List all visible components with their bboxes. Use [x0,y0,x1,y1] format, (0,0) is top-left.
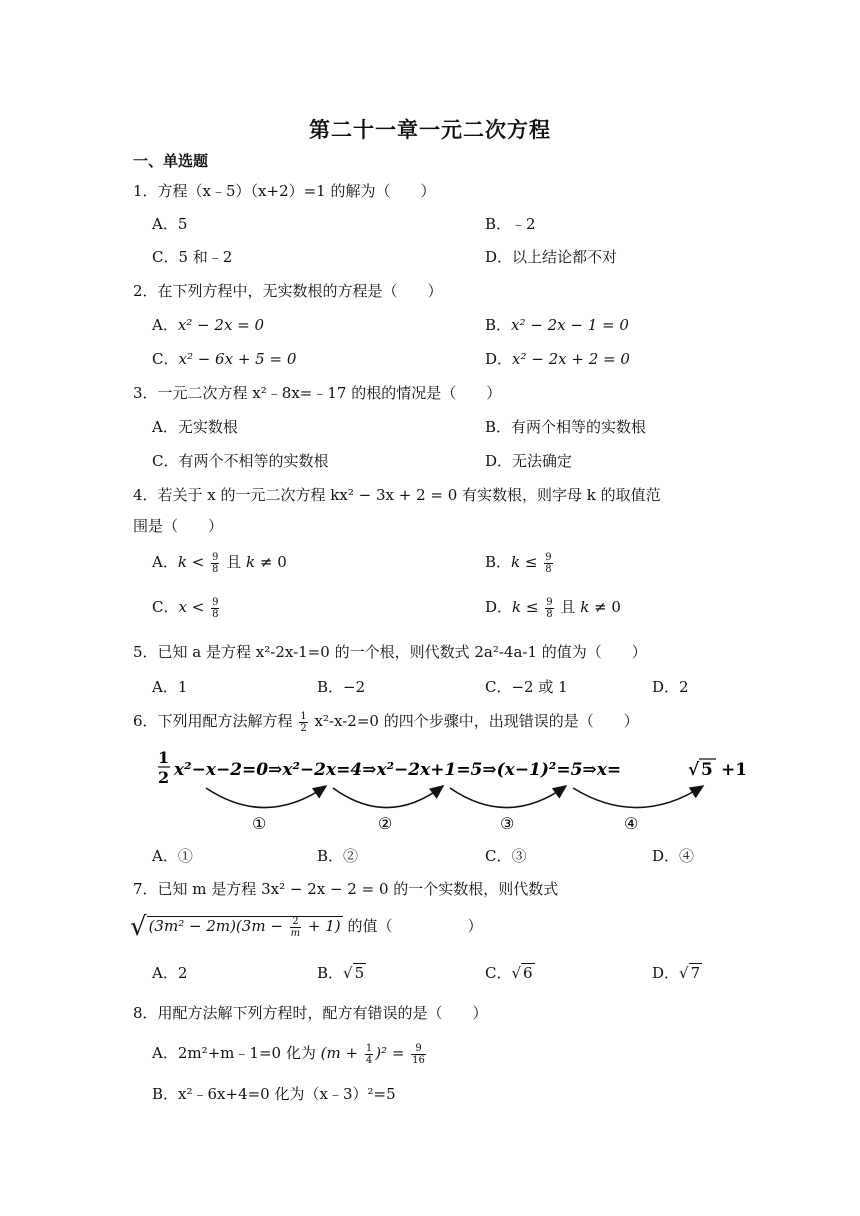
equation: x² − 6x + 5 = 0 [178,350,297,368]
step-label-2: ② [378,814,393,833]
question-4-option-d[interactable]: D．k ≤ $\frac{9}{8}$ 且 k ≠ 0 [485,596,621,620]
page-title: 第二十一章一元二次方程 [309,117,551,142]
fraction: $\frac{9}{8}$ [212,551,219,575]
fraction: $\frac{9}{8}$ [212,596,219,620]
question-5-option-c[interactable]: C．−2 或 1 [485,678,568,696]
stem-prefix: 6．下列用配方法解方程 [133,712,293,730]
question-2-stem: 2．在下列方程中，无实数根的方程是（ ） [133,282,443,300]
question-6-option-c[interactable]: C．③ [485,847,527,865]
question-6-option-a[interactable]: A．① [152,847,193,865]
option-label: C． [152,598,179,616]
question-7-expression: √ (3m² − 2m)(3m − $\frac{2}{m}$ + 1) 的值（ ） [130,912,483,942]
question-7-option-a[interactable]: A．2 [152,964,188,982]
question-3-option-a[interactable]: A．无实数根 [152,418,238,436]
question-7-option-c[interactable]: C．√ 6 [485,964,533,982]
question-7-option-b[interactable]: B．√ 5 [317,964,365,982]
option-label: A． [152,316,178,334]
svg-text:√: √ [688,760,700,780]
equation: x² − 2x = 0 [177,316,265,334]
question-7-stem: 7．已知 m 是方程 3x² − 2x − 2 = 0 的一个实数根，则代数式 [133,880,559,898]
question-3-option-d[interactable]: D．无法确定 [485,452,573,470]
question-6-option-b[interactable]: B．② [317,847,359,865]
svg-text:+1: +1 [721,760,748,780]
question-4-stem-line-1: 4．若关于 x 的一元二次方程 kx² − 3x + 2 = 0 有实数根，则字母 k 的取值范 [133,486,661,504]
question-1-option-b[interactable]: B．﹣2 [485,215,536,233]
question-4-option-a[interactable]: A．k < $\frac{9}{8}$ 且 k ≠ 0 [152,551,287,575]
question-5-option-d[interactable]: D．2 [652,678,689,696]
svg-text:5: 5 [701,760,713,780]
question-1-option-a[interactable]: A．5 [152,215,188,233]
question-4-stem-line-2: 围是（ ） [133,517,224,535]
stem-suffix: x²-x-2=0 的四个步骤中，出现错误的是（ ） [314,712,639,730]
svg-text:2: 2 [158,768,170,787]
step-label-3: ③ [500,814,515,833]
question-6-stem [133,710,639,734]
question-7-option-d[interactable]: D．√ 7 [652,964,701,982]
question-1-option-c[interactable]: C．5 和﹣2 [152,248,233,266]
question-8-stem: 8．用配方法解下列方程时，配方有错误的是（ ） [133,1004,488,1022]
and-word: 且 [560,598,576,616]
svg-text:1: 1 [158,750,170,767]
step-label-4: ④ [624,814,639,833]
question-3-stem: 3．一元二次方程 x²﹣8x=﹣17 的根的情况是（ ） [133,384,502,402]
option-label: C． [152,350,179,368]
option-label: A． [152,553,178,571]
question-5-option-b[interactable]: B．−2 [317,678,366,696]
expression-tail: 的值（ ） [347,917,483,935]
question-2-option-d[interactable] [485,348,630,369]
fraction-half: $\frac{1}{2}$ [300,710,307,734]
question-2-option-b[interactable] [485,314,629,335]
question-8-option-b[interactable]: B．x²﹣6x+4=0 化为（x﹣3）²=5 [152,1085,396,1103]
step-label-1: ① [252,814,267,833]
question-1-option-d[interactable]: D．以上结论都不对 [485,248,618,266]
option-label: D． [485,598,513,616]
equation: x² − 2x + 2 = 0 [512,350,630,368]
section-heading: 一、单选题 [133,152,209,170]
question-6-option-d[interactable]: D．④ [652,847,695,865]
completing-square-steps-diagram [158,750,753,835]
question-1-stem: 1．方程（x﹣5）（x+2）=1 的解为（ ） [133,182,436,200]
fraction: $\frac{9}{8}$ [545,551,552,575]
question-5-option-a[interactable]: A．1 [152,678,188,696]
fraction: $\frac{9}{8}$ [546,596,553,620]
question-3-option-c[interactable]: C．有两个不相等的实数根 [152,452,329,470]
svg-text:x²−x−2=0⇒x²−2x=4⇒x²−2x+1=5⇒(x−: x²−x−2=0⇒x²−2x=4⇒x²−2x+1=5⇒(x−1)²=5⇒x= [174,760,622,780]
and-word: 且 [226,553,242,571]
question-5-stem: 5．已知 a 是方程 x²-2x-1=0 的一个根，则代数式 2a²-4a-1 的值为（ ） [133,643,647,661]
equation: x² − 2x − 1 = 0 [511,316,629,334]
question-3-option-b[interactable]: B．有两个相等的实数根 [485,418,647,436]
option-label: B． [485,316,512,334]
question-2-option-c[interactable] [152,348,296,369]
question-2-option-a[interactable] [152,314,264,335]
option-label: D． [485,350,513,368]
question-4-option-b[interactable]: B．k ≤ $\frac{9}{8}$ [485,551,552,575]
option-label: B． [485,553,512,571]
question-8-option-a[interactable]: A．2m²+m﹣1=0 化为 (m + $\frac{1}{4}$ )² = $\frac{9}{16}$ [152,1042,425,1066]
question-4-option-c[interactable]: C．x < $\frac{9}{8}$ [152,596,219,620]
